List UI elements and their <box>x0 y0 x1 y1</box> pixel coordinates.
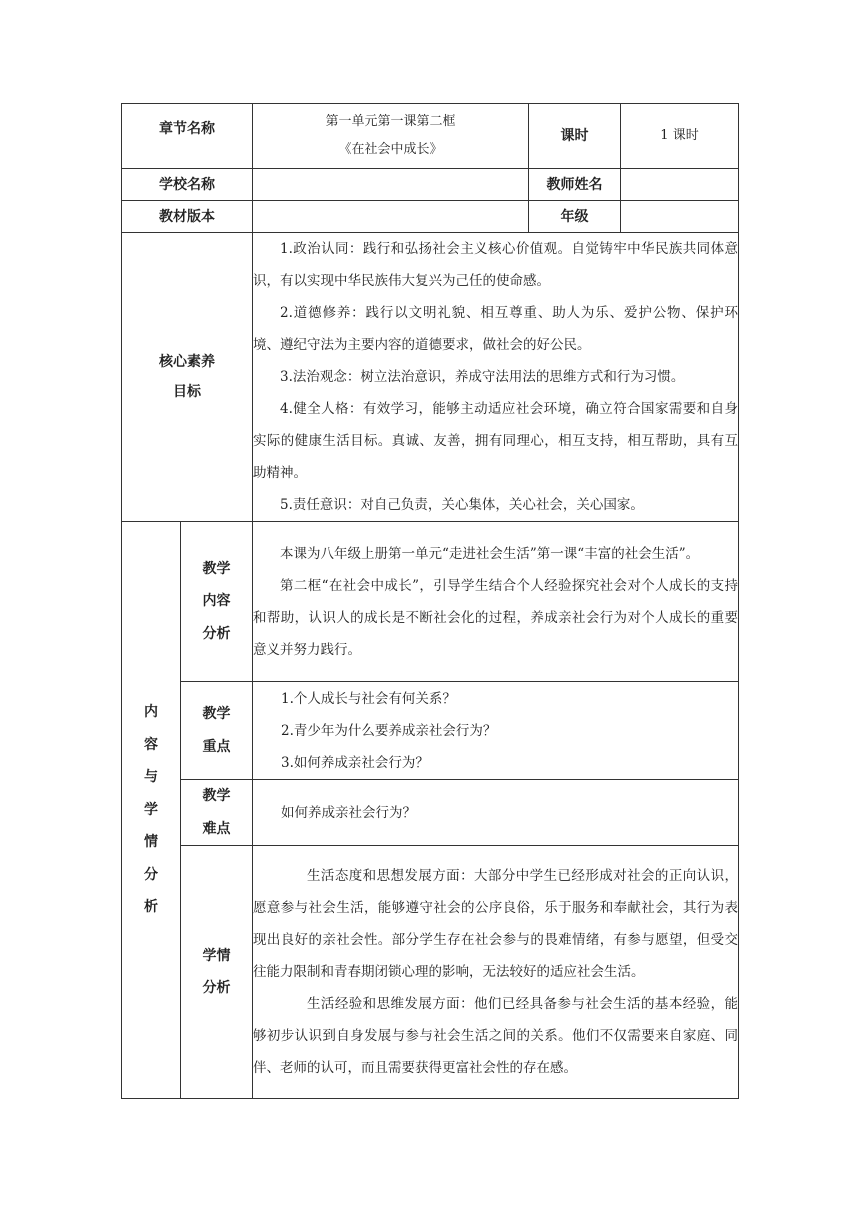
content-analysis-label <box>181 522 253 682</box>
teacher-value <box>621 169 739 201</box>
content-analysis-text <box>253 522 739 682</box>
group-label-char: 分 <box>144 866 158 883</box>
key-points-list <box>253 682 739 780</box>
core-literacy-label <box>122 233 253 522</box>
core-goal-item: 4.健全人格：有效学习，能够主动适应社会环境，确立符合国家需要和自身实际的健康生活目标。真诚、友善，拥有同理心，相互支持，相互帮助，具有互助精神。 <box>253 401 738 481</box>
label-line: 分析 <box>202 980 231 996</box>
student-analysis-text <box>253 846 739 1099</box>
period-label: 课时 <box>529 104 621 169</box>
core-goal-item: 5.责任意识：对自己负责，关心集体，关心社会，关心国家。 <box>280 497 644 513</box>
student-analysis-label <box>181 846 253 1099</box>
core-label-line-1: 核心素养 <box>159 354 215 370</box>
core-goal-item: 2.道德修养：践行以文明礼貌、相互尊重、助人为乐、爱护公物、保护环境、遵纪守法为主要内容的道德要求，做社会的好公民。 <box>253 305 738 353</box>
content-analysis-row <box>122 522 739 682</box>
edition-row <box>122 201 739 233</box>
difficulty-row <box>122 780 739 846</box>
student-paragraph: 生活态度和思想发展方面：大部分中学生已经形成对社会的正向认识，愿意参与社会生活，能够遵守社会的公序良俗，乐于服务和奉献社会，其行为表现出良好的亲社会性。部分学生存在社会参与的畏难情绪，有参与愿望，但受交往能力限制和青春期闭锁心理的影响，无法较好的适应社会生活。 <box>253 868 738 980</box>
core-label-line-2: 目标 <box>173 384 201 400</box>
school-row <box>122 169 739 201</box>
group-label-char: 容 <box>144 736 158 753</box>
core-goal-item: 3.法治观念：树立法治意识，养成守法用法的思维方式和行为习惯。 <box>280 369 685 385</box>
school-value <box>253 169 529 201</box>
school-label: 学校名称 <box>122 169 253 201</box>
label-line: 教学 <box>202 788 231 804</box>
content-paragraph: 第二框“在社会中成长”，引导学生结合个人经验探究社会对个人成长的支持和帮助，认识人的成长是不断社会化的过程，养成亲社会行为对个人成长的重要意义并努力践行。 <box>253 577 738 658</box>
edition-value <box>253 201 529 233</box>
chapter-line-1: 第一单元第一课第二框 <box>325 114 456 129</box>
label-line: 教学 <box>202 560 231 577</box>
label-line: 分析 <box>202 625 231 642</box>
chapter-line-2: 《在社会中成长》 <box>338 142 443 157</box>
core-literacy-goals <box>253 233 739 522</box>
group-label-char: 析 <box>144 899 158 916</box>
key-point-item: 1.个人成长与社会有何关系？ <box>281 690 456 707</box>
group-label-char: 情 <box>144 834 158 851</box>
grade-label: 年级 <box>529 201 621 233</box>
label-line: 难点 <box>202 820 231 837</box>
teacher-label: 教师姓名 <box>529 169 621 201</box>
core-goal-item: 1.政治认同：践行和弘扬社会主义核心价值观。自觉铸牢中华民族共同体意识，有以实现中华民族伟大复兴为己任的使命感。 <box>253 241 738 289</box>
student-analysis-row <box>122 846 739 1099</box>
chapter-value <box>253 104 529 169</box>
label-line: 内容 <box>202 593 231 610</box>
core-literacy-row <box>122 233 739 522</box>
lesson-plan-table <box>121 103 739 1099</box>
period-value: 1 课时 <box>621 104 739 169</box>
difficulty-text: 如何养成亲社会行为？ <box>281 804 416 821</box>
grade-value <box>621 201 739 233</box>
key-point-item: 3.如何养成亲社会行为？ <box>281 754 429 771</box>
content-paragraph: 本课为八年级上册第一单元“走进社会生活”第一课“丰富的社会生活”。 <box>280 545 700 562</box>
chapter-label: 章节名称 <box>122 104 253 169</box>
edition-label: 教材版本 <box>122 201 253 233</box>
label-line: 学情 <box>202 947 231 964</box>
chapter-row <box>122 104 739 169</box>
difficulty-label <box>181 780 253 846</box>
group-label-char: 与 <box>144 769 158 786</box>
difficulty-text-cell <box>253 780 739 846</box>
student-paragraph: 生活经验和思维发展方面：他们已经具备参与社会生活的基本经验，能够初步认识到自身发展与参与社会生活之间的关系。他们不仅需要来自家庭、同伴、老师的认可，而且需要获得更富社会性的存在感。 <box>253 996 738 1076</box>
label-line: 教学 <box>202 706 231 722</box>
key-points-label <box>181 682 253 780</box>
group-label-char: 学 <box>144 801 158 818</box>
group-label-char: 内 <box>144 704 158 721</box>
key-point-item: 2.青少年为什么要养成亲社会行为？ <box>281 722 497 739</box>
label-line: 重点 <box>202 738 231 755</box>
content-and-student-analysis-label <box>122 522 181 1099</box>
key-points-row <box>122 682 739 780</box>
